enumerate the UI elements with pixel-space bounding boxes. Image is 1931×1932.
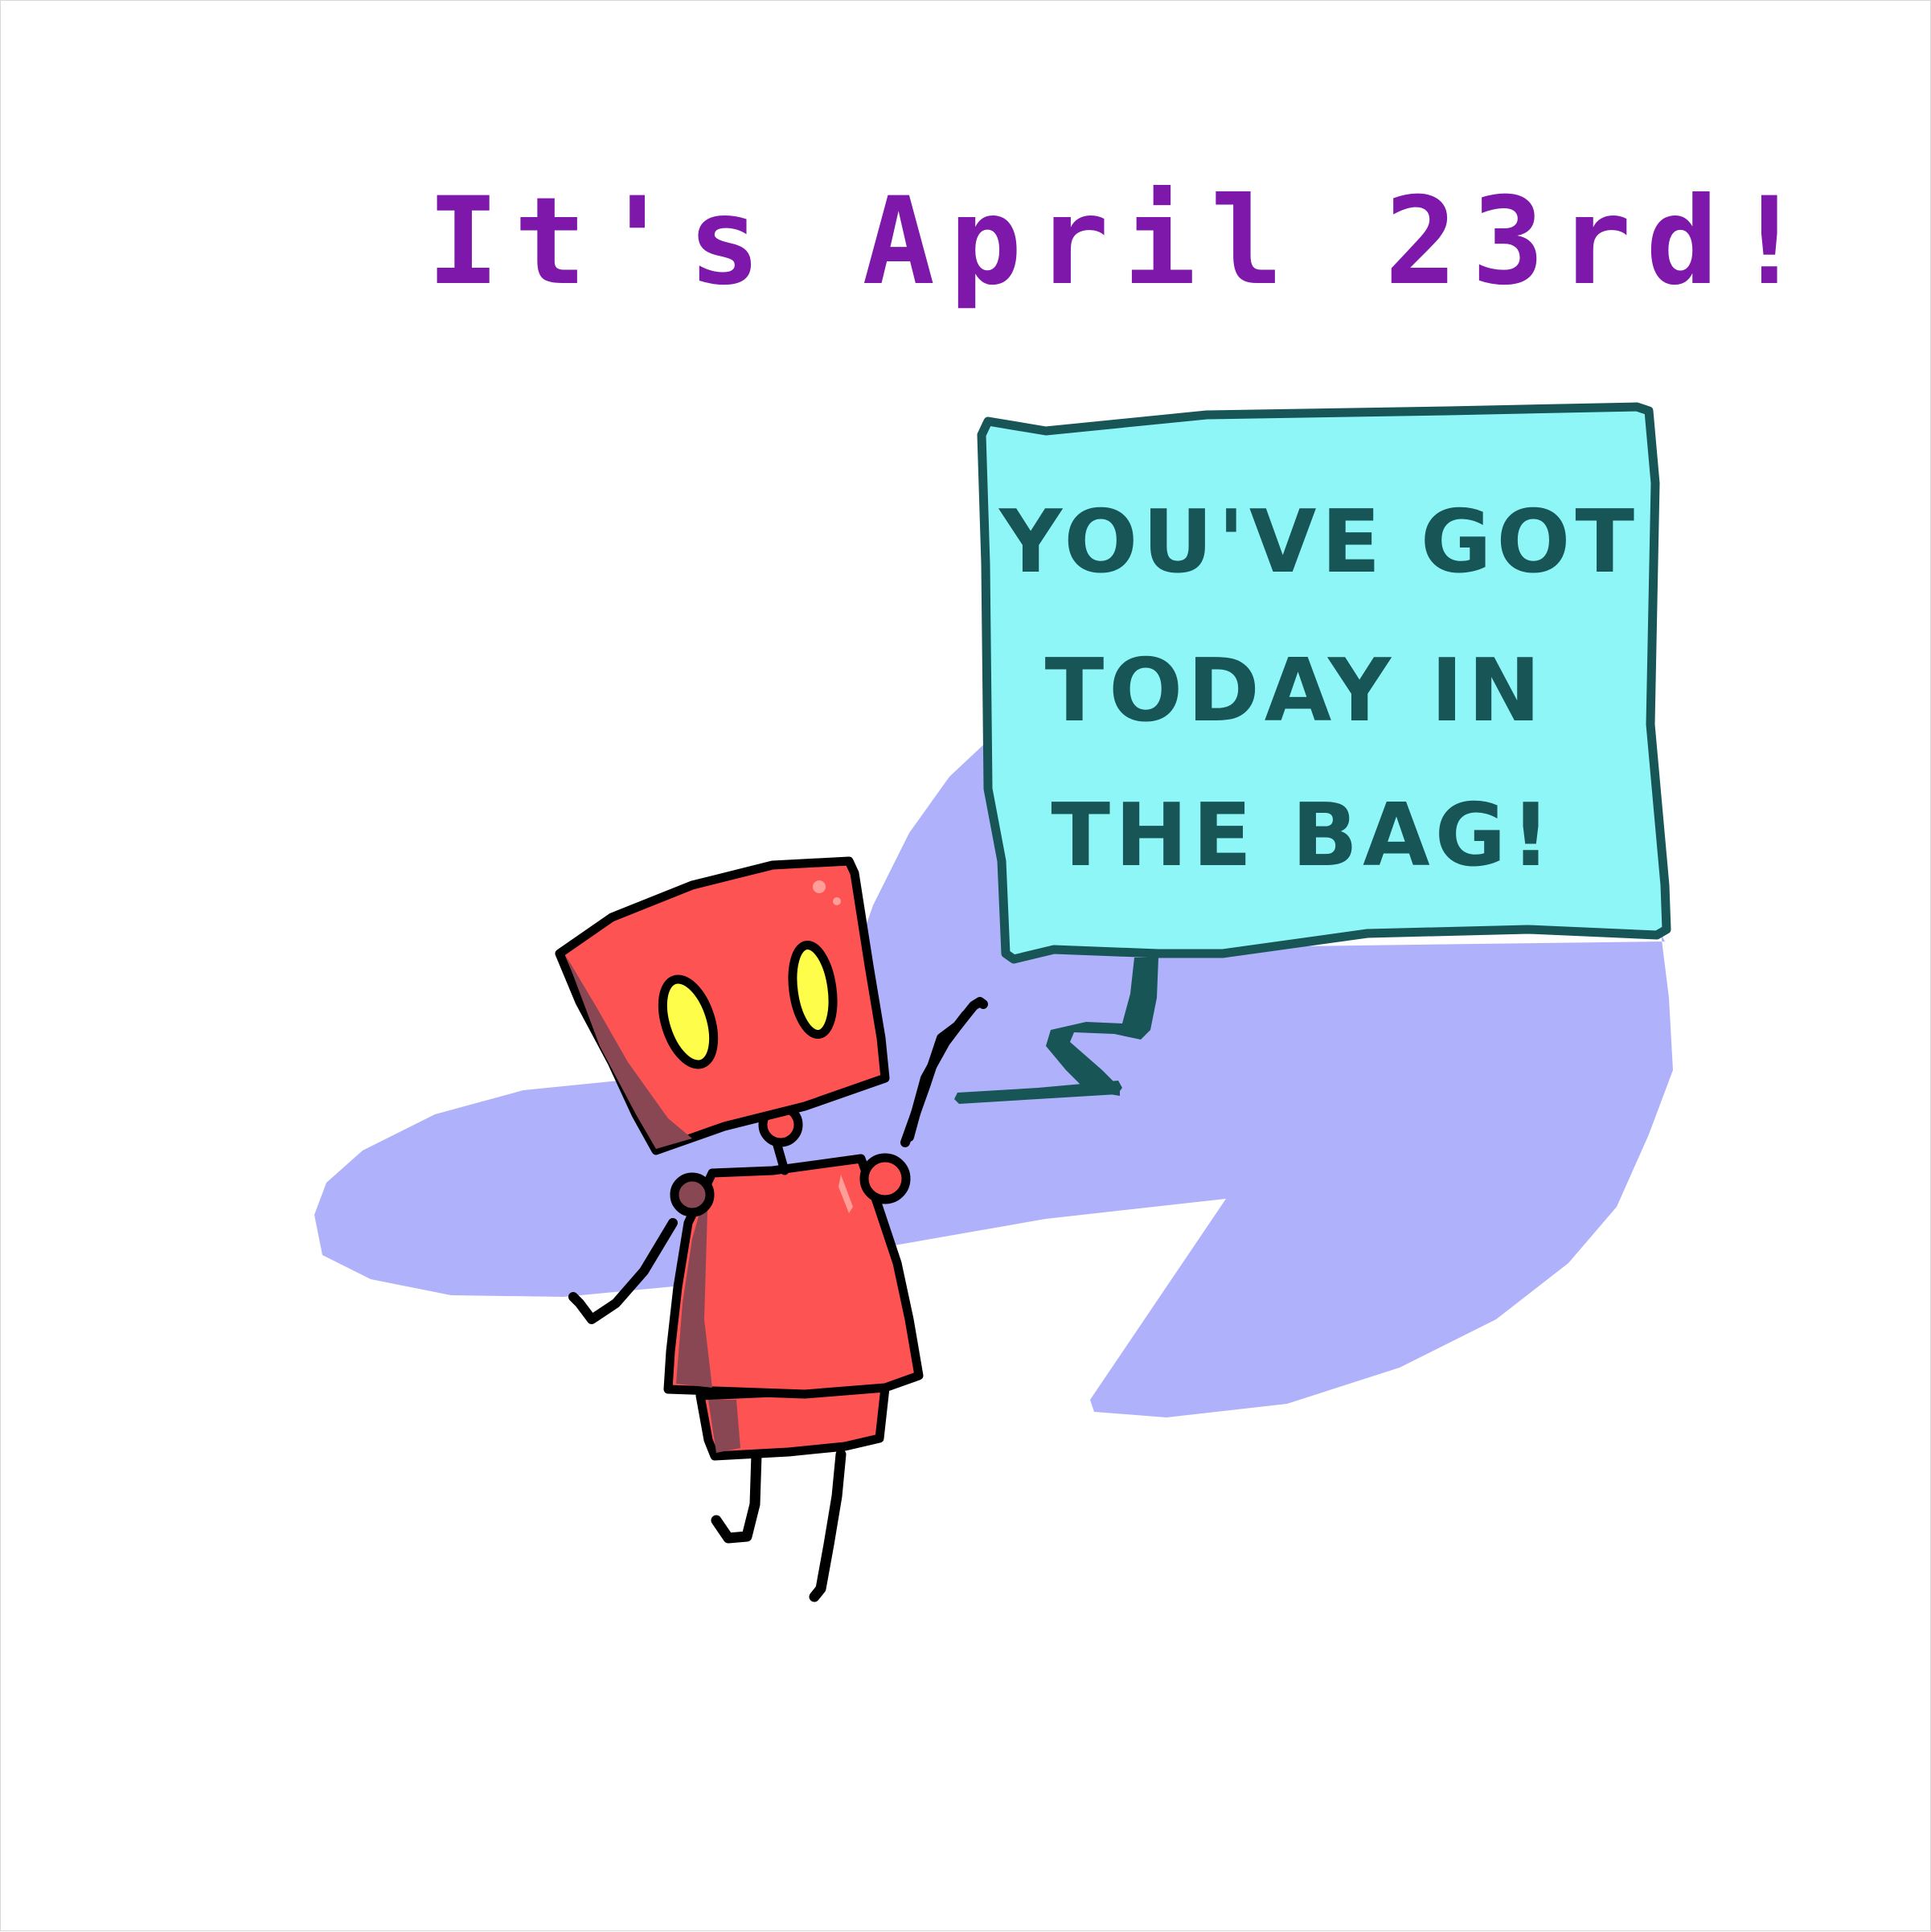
headline-date: It's April 23rd! — [427, 172, 1820, 312]
sign-text-line-2: TODAY IN — [1044, 641, 1546, 741]
robot-right-shoulder — [864, 1158, 906, 1200]
robot-head-highlight-small — [833, 897, 841, 905]
robot-left-leg — [716, 1454, 756, 1538]
robot-left-shoulder — [674, 1177, 710, 1212]
sign-text-line-1: YOU'VE GOT — [998, 492, 1640, 593]
robot-right-leg — [814, 1454, 841, 1597]
sign-text-line-3: THE BAG! — [1051, 786, 1556, 886]
robot-head-highlight — [813, 880, 826, 893]
comic-illustration — [1, 1, 1931, 1932]
